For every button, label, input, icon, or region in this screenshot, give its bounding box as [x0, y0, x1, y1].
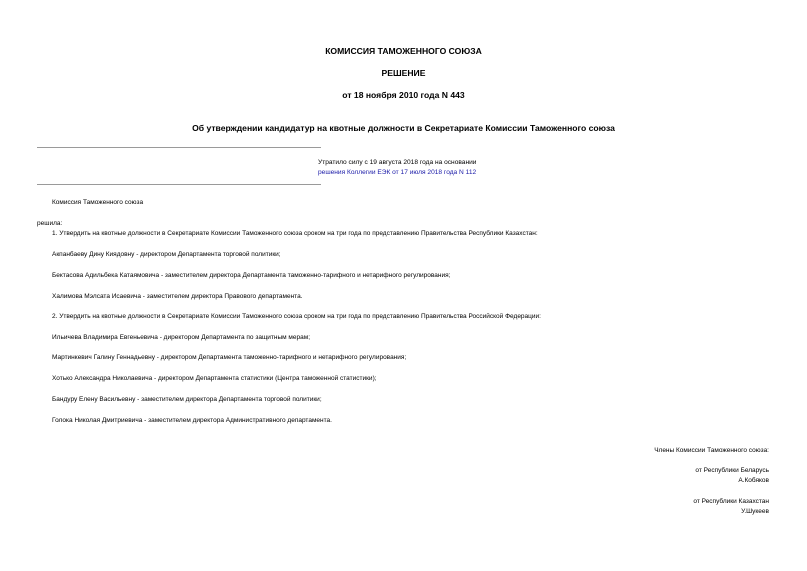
top-divider: [37, 147, 321, 148]
list-item: Бандуру Елену Васильевну - заместителем директора Департамента торговой политики;: [52, 396, 322, 403]
list-item: Хотько Александра Николаевича - директором Департамента статистики (Центра таможенной статистики);: [52, 375, 377, 382]
signatory-country-kazakhstan: от Республики Казахстан: [693, 498, 769, 505]
doc-date-number: от 18 ноября 2010 года N 443: [342, 90, 465, 100]
list-item: Ильичева Владимира Евгеньевича - директором Департамента по защитным мерам;: [52, 334, 311, 341]
intro-text: Комиссия Таможенного союза: [52, 199, 144, 206]
list-item: Бектасова Адильбека Катаямовича - заместителем директора Департамента таможенно-тарифного и нетарифного регулирования;: [52, 272, 451, 279]
signatures-heading: Члены Комиссии Таможенного союза:: [654, 447, 769, 454]
org-name: КОМИССИЯ ТАМОЖЕННОГО СОЮЗА: [325, 46, 482, 56]
item-1-text: 1. Утвердить на квотные должности в Секретариате Комиссии Таможенного союза сроком на три года по представлению Правительства Республики Казахстан:: [52, 230, 538, 237]
bottom-divider: [37, 184, 321, 185]
doc-title: Об утверждении кандидатур на квотные должности в Секретариате Комиссии Таможенного союза: [192, 123, 615, 133]
list-item: Голока Николая Дмитриевича - заместителем директора Административного департамента.: [52, 417, 332, 424]
doc-type: РЕШЕНИЕ: [381, 68, 426, 78]
list-item: Халимова Мэлсата Исаевича - заместителем директора Правового департамента.: [52, 293, 303, 300]
status-note: Утратило силу с 19 августа 2018 года на основании: [318, 159, 477, 166]
signatory-name-belarus: А.Кобяков: [738, 477, 769, 484]
resolved-text: решила:: [37, 220, 63, 227]
signatory-name-kazakhstan: У.Шукеев: [741, 508, 769, 515]
list-item: Мартинкевич Галину Геннадьевну - директором Департамента таможенно-тарифного и нетарифного регулирования;: [52, 354, 407, 361]
list-item: Акпанбаеву Дину Киядовну - директором Департамента торговой политики;: [52, 251, 281, 258]
repeal-decision-link[interactable]: решения Коллегии ЕЭК от 17 июля 2018 года N 112: [318, 169, 477, 176]
item-2-text: 2. Утвердить на квотные должности в Секретариате Комиссии Таможенного союза сроком на три года по представлению Правительства Российской Федерации:: [52, 313, 541, 320]
signatory-country-belarus: от Республики Беларусь: [695, 467, 769, 474]
